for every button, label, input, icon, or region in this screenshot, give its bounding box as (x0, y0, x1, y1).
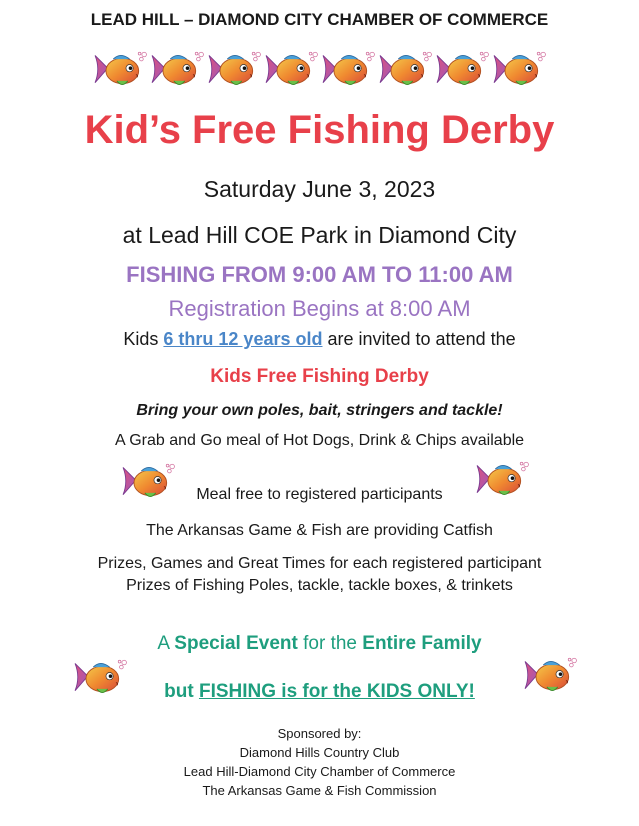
kids-only-but: but (164, 681, 199, 702)
sponsor-item: Lead Hill-Diamond City Chamber of Commerce (183, 764, 456, 779)
fish-border (0, 50, 639, 90)
sponsor-item: The Arkansas Game & Fish Commission (202, 783, 437, 798)
special-a: A (157, 633, 175, 654)
fish-icon (206, 50, 263, 90)
fish-icon (491, 50, 548, 90)
chamber-header: LEAD HILL – DIAMOND CITY CHAMBER OF COMMERCE (90, 10, 549, 29)
fish-icon (320, 50, 377, 90)
fish-icon (377, 50, 434, 90)
registration-time: Registration Begins at 8:00 AM (168, 296, 471, 321)
fish-icon (263, 50, 320, 90)
invite-prefix: Kids (123, 329, 164, 349)
sponsor-item: Diamond Hills Country Club (239, 745, 400, 760)
special-for-the: for the (297, 633, 363, 654)
sponsored-by-label: Sponsored by: (277, 726, 362, 741)
invite-line (0, 329, 639, 350)
special-event-line (0, 633, 639, 655)
age-range-link[interactable]: 6 thru 12 years old (163, 329, 323, 349)
fish-icon (434, 50, 491, 90)
meal-free: Meal free to registered participants (196, 486, 443, 503)
prizes-line-1: Prizes, Games and Great Times for each registered participant (97, 555, 542, 572)
fish-icon (474, 460, 531, 500)
event-location: at Lead Hill COE Park in Diamond City (122, 222, 517, 248)
fish-icon (522, 656, 579, 696)
prizes-line-2: Prizes of Fishing Poles, tackle, tackle boxes, & trinkets (126, 577, 513, 594)
meal-info: A Grab and Go meal of Hot Dogs, Drink & Chips available (114, 432, 525, 449)
fish-icon (149, 50, 206, 90)
fishing-hours: FISHING FROM 9:00 AM TO 11:00 AM (126, 262, 513, 287)
bring-gear: Bring your own poles, bait, stringers and tackle! (136, 402, 503, 419)
fish-icon (92, 50, 149, 90)
catfish-info: The Arkansas Game & Fish are providing Catfish (146, 522, 493, 539)
invite-suffix: are invited to attend the (322, 329, 516, 349)
derby-name: Kids Free Fishing Derby (210, 366, 429, 387)
event-title: Kid’s Free Fishing Derby (84, 108, 555, 152)
entire-family: Entire Family (362, 633, 482, 654)
kids-only: FISHING is for the KIDS ONLY! (198, 681, 475, 702)
event-date: Saturday June 3, 2023 (203, 176, 436, 202)
special-event: Special Event (174, 633, 298, 654)
